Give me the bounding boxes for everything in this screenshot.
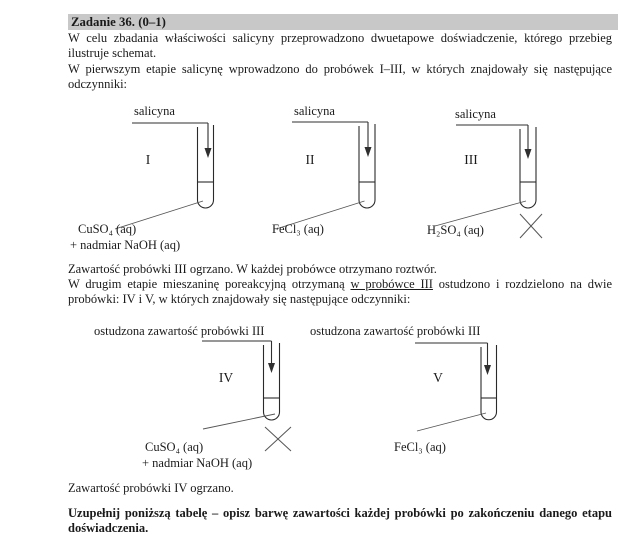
feed-label-III: salicyna bbox=[455, 107, 496, 121]
tube-numeral-III: III bbox=[464, 152, 478, 167]
stage2-text-underlined: w probówce III bbox=[350, 277, 433, 291]
reagent-label-IV-line1: CuSO₄ (aq) bbox=[145, 440, 204, 454]
reagent-label-I-line2: + nadmiar NaOH (aq) bbox=[70, 238, 181, 252]
down-arrow-icon bbox=[484, 365, 491, 375]
heating-note-IV-paragraph: Zawartość probówki IV ogrzano. bbox=[68, 481, 234, 495]
reagent-label-V: FeCl₃ (aq) bbox=[394, 440, 446, 454]
feed-label-IV: ostudzona zawartość probówki III bbox=[94, 324, 265, 338]
stage2-paragraph bbox=[68, 277, 612, 308]
diagram-stage1 bbox=[68, 100, 612, 260]
down-arrow-icon bbox=[205, 148, 212, 158]
down-arrow-icon bbox=[525, 149, 532, 159]
test-tube-I-drawing bbox=[115, 123, 214, 229]
down-arrow-icon bbox=[365, 147, 372, 157]
reagent-label-I-line1: CuSO₄ (aq) bbox=[78, 222, 137, 236]
heating-mark-icon bbox=[265, 427, 291, 451]
down-arrow-icon bbox=[268, 363, 275, 373]
tube-numeral-II: II bbox=[305, 152, 315, 167]
task-header bbox=[68, 14, 618, 30]
instruction-paragraph: Uzupełnij poniższą tabelę – opisz barwę zawartości każdej probówki po zakończeniu danego etapu doświadczenia. bbox=[68, 506, 612, 536]
stage2-text-after: ostudzono i rozdzielono na dwie probówki: IV i V, w których znajdowały się następujące odczynniki: bbox=[68, 277, 613, 307]
task-title: Zadanie 36. (0–1) bbox=[71, 15, 166, 29]
reagent-label-II: FeCl₃ (aq) bbox=[272, 222, 324, 236]
intro-paragraph: W celu zbadania właściwości salicyny przeprowadzono dwuetapowe doświadczenie, którego przebieg ilustruje schemat. bbox=[68, 31, 612, 61]
tube-numeral-IV: IV bbox=[218, 370, 234, 385]
test-tube-V-drawing bbox=[415, 343, 497, 431]
heating-mark-icon bbox=[520, 214, 542, 238]
reagent-label-IV-line2: + nadmiar NaOH (aq) bbox=[142, 456, 253, 470]
test-tube-III-drawing bbox=[435, 125, 542, 238]
tube-numeral-I: I bbox=[145, 152, 151, 167]
feed-label-II: salicyna bbox=[294, 104, 335, 118]
test-tube-IV-drawing bbox=[202, 341, 291, 451]
feed-label-V: ostudzona zawartość probówki III bbox=[310, 324, 481, 338]
heating-note-paragraph: Zawartość probówki III ogrzano. W każdej probówce otrzymano roztwór. bbox=[68, 262, 437, 276]
tube-numeral-V: V bbox=[433, 370, 443, 385]
reagent-label-III: H₂SO₄ (aq) bbox=[427, 223, 484, 237]
feed-label-I: salicyna bbox=[134, 104, 175, 118]
stage2-text-before: W drugim etapie mieszaninę poreakcyjną otrzymaną bbox=[68, 277, 351, 291]
stage1-linework bbox=[68, 100, 612, 260]
stage1-paragraph: W pierwszym etapie salicynę wprowadzono do probówek I–III, w których znajdowały się następujące odczynniki: bbox=[68, 62, 612, 92]
test-tube-II-drawing bbox=[276, 122, 375, 229]
pointer-line bbox=[203, 414, 275, 429]
pointer-line bbox=[417, 413, 486, 431]
diagram-stage2 bbox=[68, 320, 612, 470]
